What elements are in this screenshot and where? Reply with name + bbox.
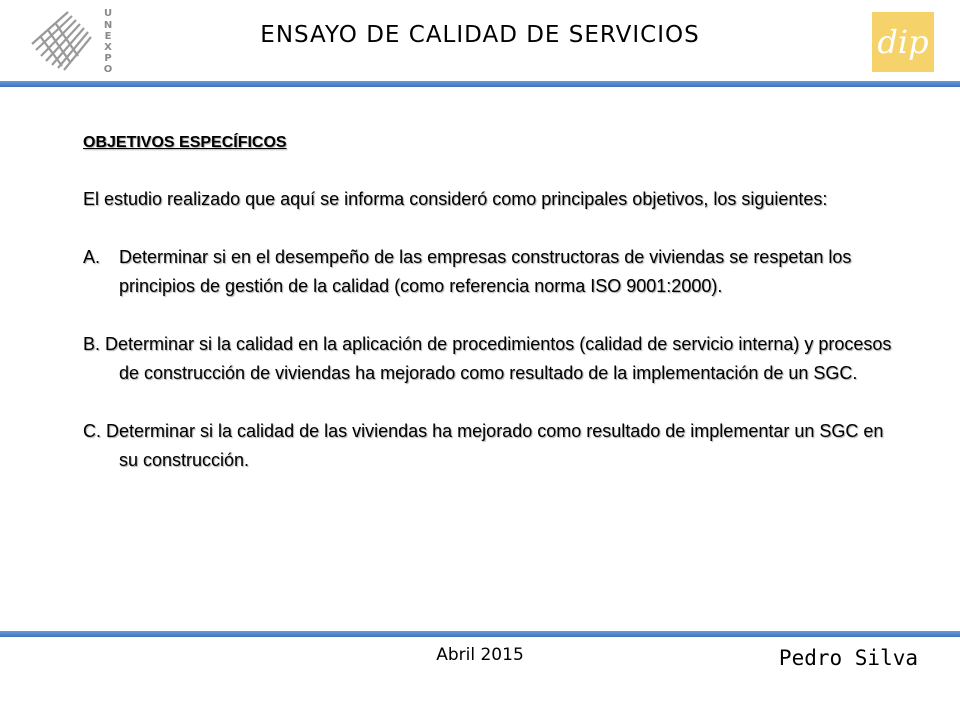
objective-text: Determinar si en el desempeño de las empresas constructoras de viviendas se respetan los principios de gestión de la calidad (como referencia norma ISO 9001:2000).: [119, 247, 852, 296]
footer-date: Abril 2015: [436, 645, 524, 665]
logo-letter: P: [104, 53, 112, 64]
intro-paragraph: El estudio realizado que aquí se informa consideró como principales objetivos, los siguientes:: [83, 189, 828, 209]
section-heading: OBJETIVOS ESPECÍFICOS: [83, 134, 287, 151]
dip-logo: [872, 12, 934, 72]
list-marker: A.: [83, 247, 101, 267]
objective-item-c: C. Determinar si la calidad de las viviendas ha mejorado como resultado de implementar un SGC en su construcción.: [83, 421, 884, 470]
footer-author: Pedro Silva: [778, 646, 918, 670]
logo-letter: X: [104, 42, 112, 53]
objective-item-b: B. Determinar si la calidad en la aplicación de procedimientos (calidad de servicio interna) y procesos de construcción de viviendas ha mejorado como resultado de la implementación de un SGC.: [83, 334, 892, 383]
objective-item-a: [83, 243, 903, 301]
footer-divider: [0, 631, 960, 637]
page-title: ENSAYO DE CALIDAD DE SERVICIOS: [260, 22, 700, 48]
dip-logo-text: dip: [877, 23, 929, 61]
logo-letter: U: [103, 8, 113, 19]
header-divider: [0, 81, 960, 87]
logo-letter: E: [104, 31, 112, 42]
slide-body: [83, 128, 903, 504]
logo-letter: O: [103, 64, 113, 74]
logo-letter: N: [103, 20, 113, 31]
